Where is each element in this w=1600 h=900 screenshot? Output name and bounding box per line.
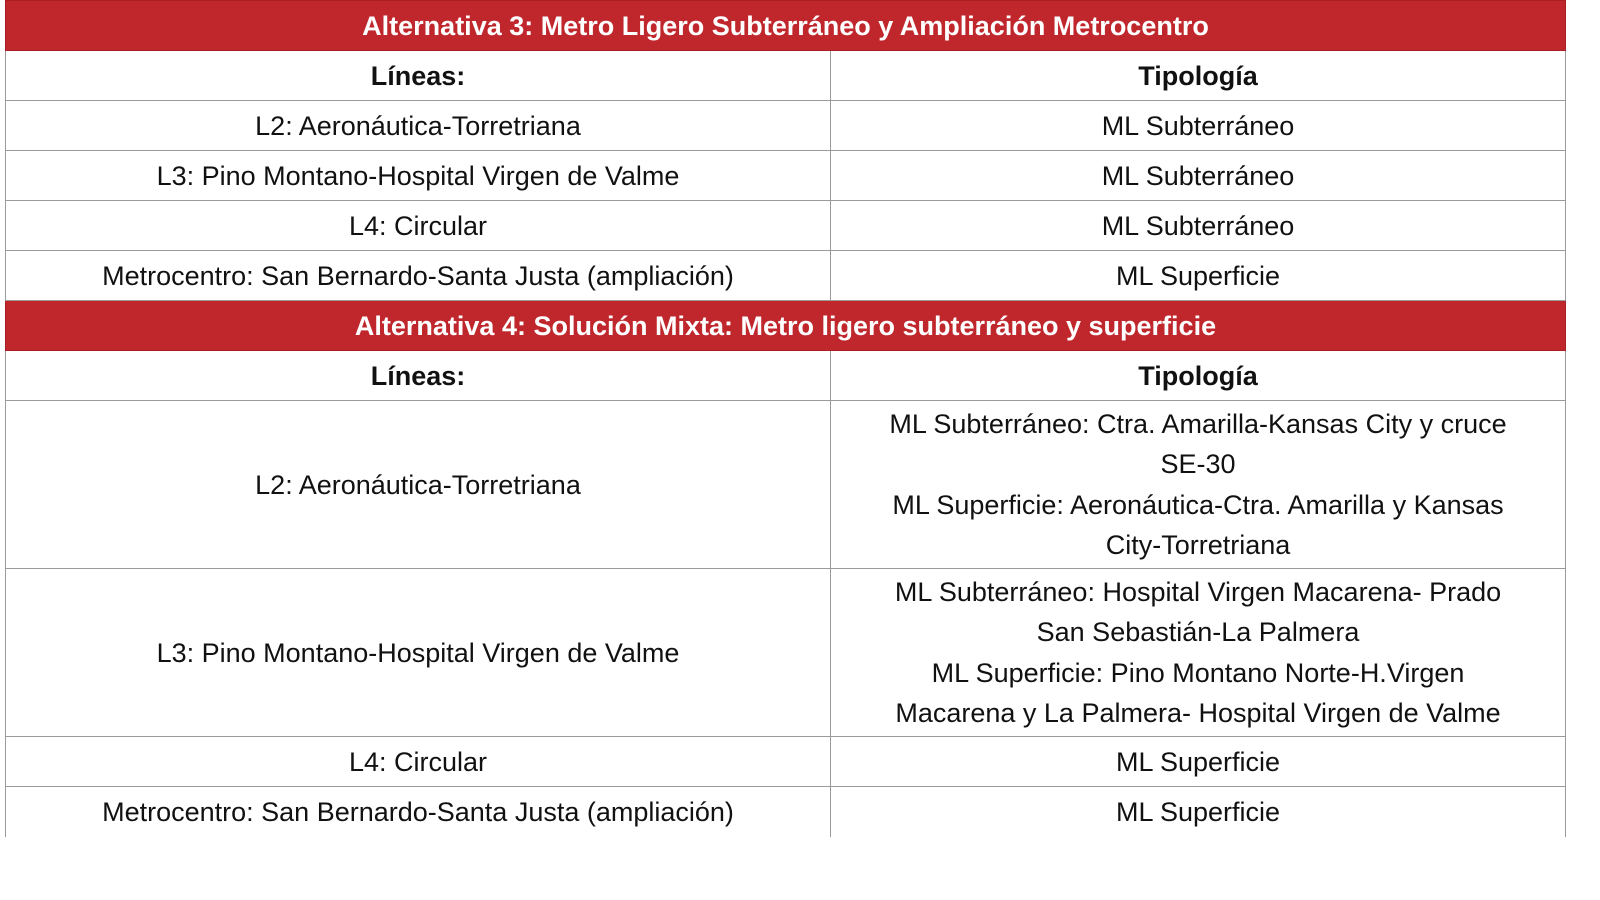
column-header-tipologia: Tipología [831,51,1566,101]
linea-cell: L2: Aeronáutica-Torretriana [6,401,831,569]
table-row [6,401,1566,569]
column-header-lineas: Líneas: [6,351,831,401]
tipologia-cell: ML Subterráneo [831,201,1566,251]
tipologia-cell [831,401,1566,569]
tipologia-cell: ML Superficie [831,251,1566,301]
tipologia-line: City-Torretriana [1105,530,1291,560]
table-row [6,201,1566,251]
table-row [6,251,1566,301]
tipologia-cell: ML Superficie [831,737,1566,787]
linea-cell: Metrocentro: San Bernardo-Santa Justa (ampliación) [6,251,831,301]
linea-cell: Metrocentro: San Bernardo-Santa Justa (ampliación) [6,787,831,837]
alternative-3-title: Alternativa 3: Metro Ligero Subterráneo y Ampliación Metrocentro [6,1,1566,51]
column-header-tipologia: Tipología [831,351,1566,401]
linea-cell: L3: Pino Montano-Hospital Virgen de Valme [6,569,831,737]
alternatives-table [5,0,1566,837]
tipologia-line: ML Superficie: Aeronáutica-Ctra. Amarilla y Kansas [892,489,1504,520]
table-row [6,101,1566,151]
tipologia-line: San Sebastián-La Palmera [1036,617,1360,647]
alternative-4-header-row [6,301,1566,351]
linea-cell: L4: Circular [6,737,831,787]
tipologia-cell: ML Subterráneo [831,151,1566,201]
linea-cell: L3: Pino Montano-Hospital Virgen de Valme [6,151,831,201]
tipologia-cell: ML Subterráneo [831,101,1566,151]
tipologia-cell [831,569,1566,737]
table-row [6,787,1566,837]
alternative-3-column-header-row [6,51,1566,101]
alternative-4-column-header-row [6,351,1566,401]
tipologia-line: ML Superficie: Pino Montano Norte-H.Virgen [931,657,1465,688]
linea-cell: L2: Aeronáutica-Torretriana [6,101,831,151]
table-row [6,737,1566,787]
table-row [6,569,1566,737]
alternative-3-header-row [6,1,1566,51]
tipologia-line: ML Subterráneo: Hospital Virgen Macarena- Prado [894,576,1502,607]
tipologia-line: Macarena y La Palmera- Hospital Virgen de Valme [895,698,1501,728]
linea-cell: L4: Circular [6,201,831,251]
alternative-4-title: Alternativa 4: Solución Mixta: Metro ligero subterráneo y superficie [6,301,1566,351]
tipologia-line: SE-30 [1160,449,1236,479]
tipologia-line: ML Subterráneo: Ctra. Amarilla-Kansas City y cruce [889,408,1507,439]
table-row [6,151,1566,201]
column-header-lineas: Líneas: [6,51,831,101]
tipologia-cell: ML Superficie [831,787,1566,837]
